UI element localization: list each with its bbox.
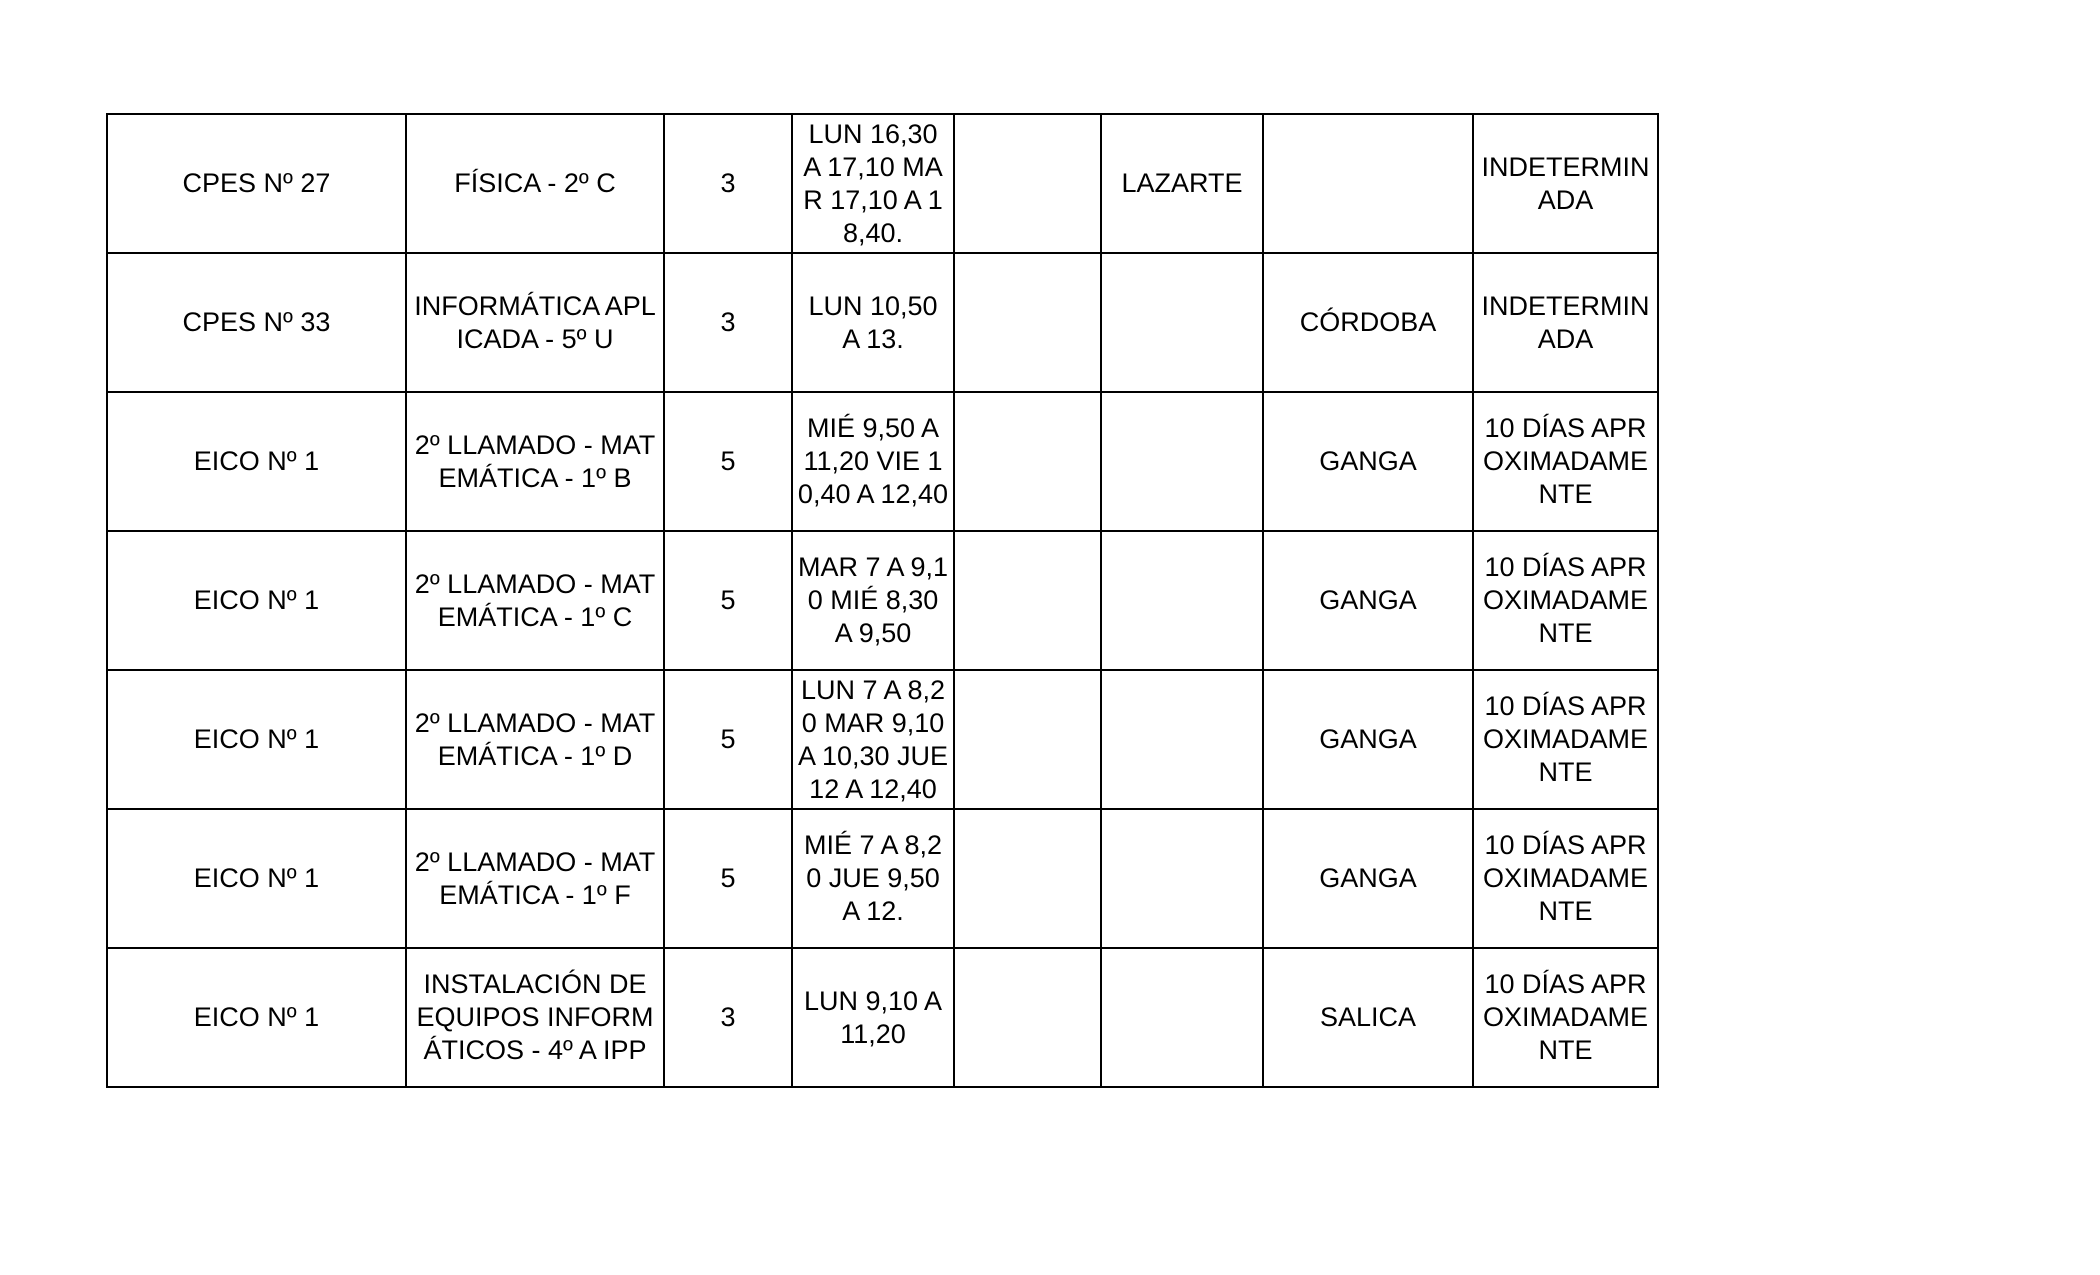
duration-cell: 10 DÍAS APROXIMADAMENTE — [1473, 670, 1658, 809]
subject-cell: 2º LLAMADO - MATEMÁTICA - 1º B — [406, 392, 664, 531]
name-cell — [1101, 809, 1263, 948]
schedule-cell — [792, 670, 954, 809]
empty-cell — [954, 114, 1101, 253]
schedule-text: LUN 16,30 A 17,10 MAR 17,10 A 18,40. — [803, 118, 943, 248]
name-cell — [1101, 392, 1263, 531]
name-cell: LAZARTE — [1101, 114, 1263, 253]
schedule-cell — [792, 114, 954, 253]
duration-cell: INDETERMINADA — [1473, 114, 1658, 253]
hours-cell: 5 — [664, 392, 792, 531]
vacancy-table — [106, 113, 1659, 1088]
subject-cell: 2º LLAMADO - MATEMÁTICA - 1º F — [406, 809, 664, 948]
name-cell: GANGA — [1263, 809, 1473, 948]
table-row — [107, 809, 1658, 948]
table-row — [107, 114, 1658, 253]
name-cell: GANGA — [1263, 531, 1473, 670]
schedule-text: LUN 9,10 A 11,20 — [803, 985, 943, 1049]
subject-cell: INFORMÁTICA APLICADA - 5º U — [406, 253, 664, 392]
hours-cell: 5 — [664, 670, 792, 809]
duration-cell: 10 DÍAS APROXIMADAMENTE — [1473, 809, 1658, 948]
name-cell: GANGA — [1263, 670, 1473, 809]
hours-cell: 3 — [664, 114, 792, 253]
table-row — [107, 253, 1658, 392]
schedule-cell — [792, 809, 954, 948]
name-cell — [1263, 114, 1473, 253]
subject-cell: 2º LLAMADO - MATEMÁTICA - 1º D — [406, 670, 664, 809]
school-cell: EICO Nº 1 — [107, 809, 406, 948]
schedule-text: MIÉ 7 A 8,20 JUE 9,50 A 12. — [803, 830, 943, 926]
schedule-cell — [792, 253, 954, 392]
empty-cell — [954, 531, 1101, 670]
schedule-cell — [792, 531, 954, 670]
name-cell — [1101, 253, 1263, 392]
school-cell: EICO Nº 1 — [107, 392, 406, 531]
school-cell: CPES Nº 33 — [107, 253, 406, 392]
empty-cell — [954, 809, 1101, 948]
empty-cell — [954, 253, 1101, 392]
duration-cell: 10 DÍAS APROXIMADAMENTE — [1473, 948, 1658, 1087]
name-cell — [1101, 670, 1263, 809]
name-cell — [1101, 531, 1263, 670]
table-row — [107, 531, 1658, 670]
empty-cell — [954, 670, 1101, 809]
duration-cell: 10 DÍAS APROXIMADAMENTE — [1473, 392, 1658, 531]
schedule-text: MIÉ 9,50 A 11,20 VIE 10,40 A 12,40 — [797, 413, 949, 509]
schedule-text: LUN 7 A 8,20 MAR 9,10 A 10,30 JUE 12 A 12,40 — [797, 674, 949, 804]
school-cell: EICO Nº 1 — [107, 670, 406, 809]
name-cell: GANGA — [1263, 392, 1473, 531]
school-cell: EICO Nº 1 — [107, 948, 406, 1087]
hours-cell: 5 — [664, 531, 792, 670]
hours-cell: 3 — [664, 253, 792, 392]
table-row — [107, 948, 1658, 1087]
subject-cell: FÍSICA - 2º C — [406, 114, 664, 253]
name-cell — [1101, 948, 1263, 1087]
hours-cell: 3 — [664, 948, 792, 1087]
duration-cell: INDETERMINADA — [1473, 253, 1658, 392]
schedule-cell — [792, 948, 954, 1087]
school-cell: EICO Nº 1 — [107, 531, 406, 670]
duration-cell: 10 DÍAS APROXIMADAMENTE — [1473, 531, 1658, 670]
schedule-text: MAR 7 A 9,10 MIÉ 8,30 A 9,50 — [797, 552, 949, 648]
hours-cell: 5 — [664, 809, 792, 948]
schedule-cell — [792, 392, 954, 531]
school-cell: CPES Nº 27 — [107, 114, 406, 253]
name-cell: CÓRDOBA — [1263, 253, 1473, 392]
subject-cell: 2º LLAMADO - MATEMÁTICA - 1º C — [406, 531, 664, 670]
empty-cell — [954, 948, 1101, 1087]
subject-cell: INSTALACIÓN DE EQUIPOS INFORMÁTICOS - 4º A IPP — [406, 948, 664, 1087]
name-cell: SALICA — [1263, 948, 1473, 1087]
schedule-text: LUN 10,50 A 13. — [808, 290, 938, 354]
table-row — [107, 392, 1658, 531]
table-row — [107, 670, 1658, 809]
empty-cell — [954, 392, 1101, 531]
